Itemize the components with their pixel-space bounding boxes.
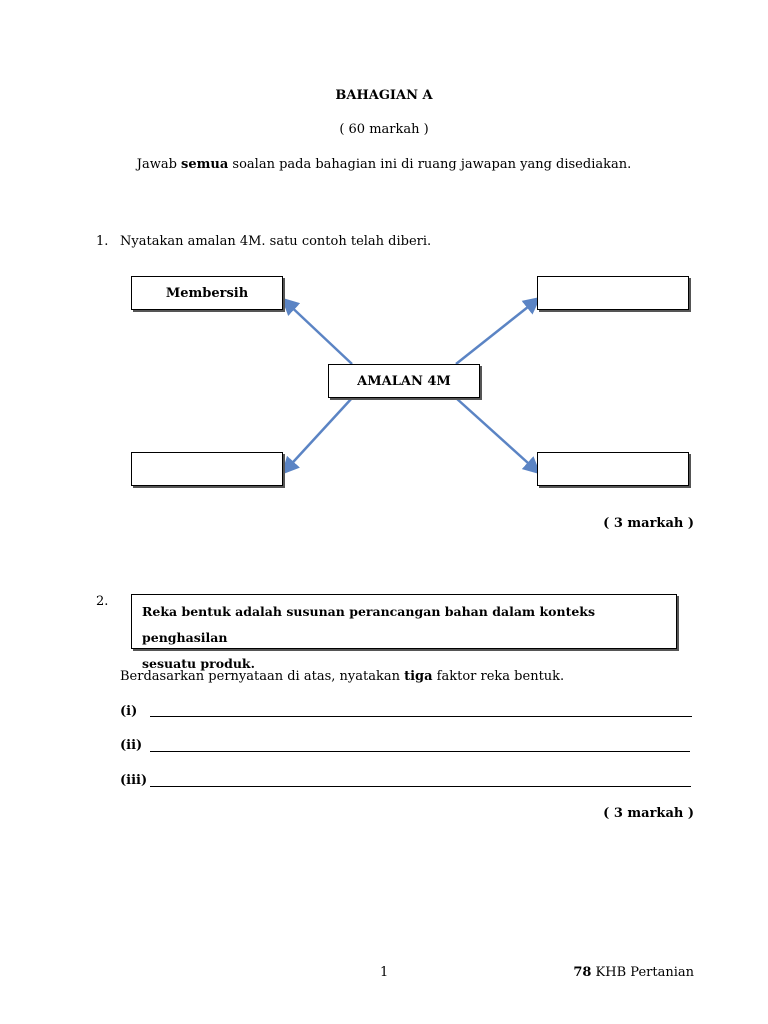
- answer-line-ii[interactable]: [150, 751, 690, 752]
- instruction-prefix: Jawab: [136, 157, 182, 172]
- instruction-emphasis: semua: [181, 157, 229, 172]
- prompt-emphasis: tiga: [404, 669, 433, 684]
- question-2-prompt: [120, 669, 564, 684]
- section-title: BAHAGIAN A: [335, 88, 433, 103]
- instruction-text: [0, 157, 768, 172]
- answer-box-bottom-left[interactable]: [131, 452, 283, 486]
- footer-subject: KHB Pertanian: [591, 965, 694, 980]
- statement-line-2: sesuatu produk.: [142, 656, 255, 671]
- prompt-suffix: faktor reka bentuk.: [432, 669, 565, 684]
- statement-box: [131, 594, 677, 671]
- instruction-suffix: soalan pada bahagian ini di ruang jawapan yang disediakan.: [228, 157, 632, 172]
- center-box: [328, 364, 480, 398]
- answer-line-i[interactable]: [150, 716, 692, 717]
- answer-box-top-left: [131, 276, 283, 310]
- answer-label-ii: (ii): [120, 738, 143, 753]
- question-1-text: Nyatakan amalan 4M. satu contoh telah diberi.: [120, 234, 432, 249]
- arrow-top-left: [284, 300, 352, 364]
- center-label: AMALAN 4M: [357, 373, 451, 389]
- question-2-marks: ( 3 markah ): [603, 806, 694, 821]
- footer-label: [573, 965, 694, 980]
- question-2-number: 2.: [96, 594, 109, 609]
- question-1-marks: ( 3 markah ): [603, 516, 694, 531]
- arrow-bottom-right: [456, 398, 538, 472]
- page-number: 1: [380, 965, 389, 980]
- example-label: Membersih: [165, 285, 249, 301]
- answer-line-iii[interactable]: [150, 786, 691, 787]
- footer-code: 78: [573, 965, 592, 980]
- arrow-bottom-left: [284, 398, 352, 472]
- answer-box-top-right[interactable]: [537, 276, 689, 310]
- question-1-number: 1.: [96, 234, 109, 249]
- section-marks: ( 60 markah ): [339, 122, 429, 137]
- arrow-top-right: [456, 299, 538, 364]
- answer-box-bottom-right[interactable]: [537, 452, 689, 486]
- answer-label-iii: (iii): [120, 773, 148, 788]
- statement-line-1: Reka bentuk adalah susunan perancangan bahan dalam konteks penghasilan: [142, 604, 596, 645]
- answer-label-i: (i): [120, 704, 138, 719]
- prompt-prefix: Berdasarkan pernyataan di atas, nyatakan: [120, 669, 405, 684]
